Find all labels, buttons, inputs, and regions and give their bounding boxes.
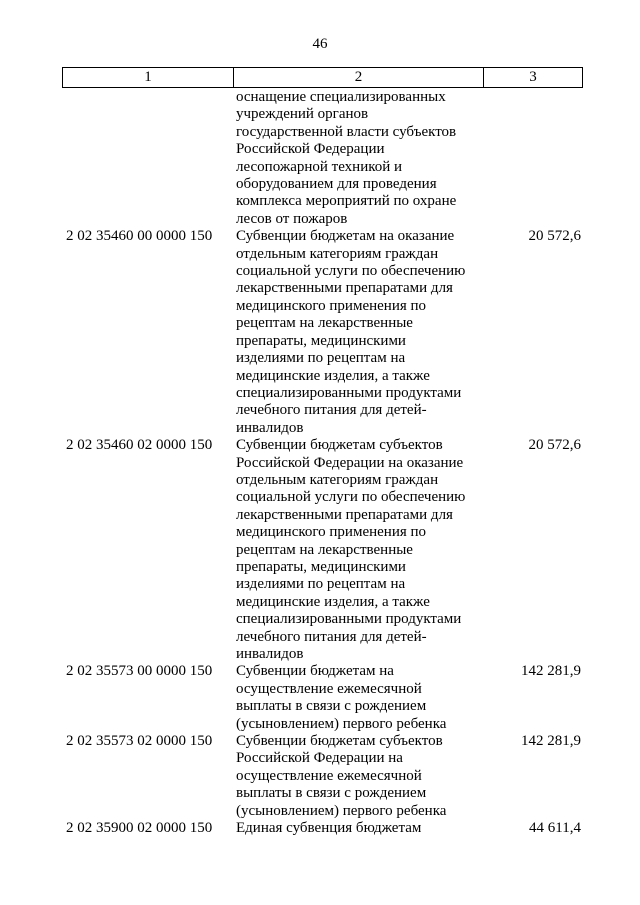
table-row <box>62 733 583 820</box>
page-number: 46 <box>312 36 328 52</box>
budget-code <box>62 89 232 228</box>
table-header <box>62 67 583 88</box>
table-row <box>62 437 583 663</box>
table-row <box>62 820 583 837</box>
table-body <box>62 89 583 837</box>
table-row <box>62 663 583 733</box>
column-header-code: 1 <box>144 69 152 85</box>
table-row <box>62 228 583 437</box>
budget-code: 2 02 35573 00 0000 150 <box>66 663 213 680</box>
row-description: Субвенции бюджетам субъектов Российской Федерации на осуществление ежемесячной выплаты в связи с рождением (усыновлением) первого ребенка <box>236 733 447 819</box>
row-description: Субвенции бюджетам субъектов Российской Федерации на оказание отдельным категориям граждан социальной услуги по обеспечению лекарственными препаратами для медицинского применения по рецептам на лекарственные препараты, медицинскими изделиями по рецептам на медицинские изделия, а также специализированными продуктами лечебного питания для детей- инвалидов <box>236 437 466 662</box>
row-amount: 142 281,9 <box>521 663 581 680</box>
budget-code: 2 02 35460 00 0000 150 <box>66 228 213 245</box>
column-header-amount: 3 <box>483 68 582 87</box>
row-amount: 20 572,6 <box>528 228 581 245</box>
row-description: Субвенции бюджетам на осуществление ежемесячной выплаты в связи с рождением (усыновлением) первого ребенка <box>236 663 447 732</box>
row-description: Субвенции бюджетам на оказание отдельным категориям граждан социальной услуги по обеспечению лекарственными препаратами для медицинского применения по рецептам на лекарственные препараты, медицинскими изделиями по рецептам на медицинские изделия, а также специализированными продуктами лечебного питания для детей- инвалидов <box>236 228 466 436</box>
row-amount: 44 611,4 <box>529 820 581 837</box>
table-row <box>62 89 583 228</box>
row-description: Единая субвенция бюджетам <box>236 820 422 837</box>
column-header-description: 2 <box>233 68 483 87</box>
budget-code: 2 02 35460 02 0000 150 <box>66 437 213 454</box>
budget-code: 2 02 35573 02 0000 150 <box>66 733 213 750</box>
budget-code: 2 02 35900 02 0000 150 <box>66 820 213 837</box>
row-amount: 20 572,6 <box>528 437 581 454</box>
row-amount <box>482 89 583 228</box>
row-description: оснащение специализированных учреждений органов государственной власти субъектов Российской Федерации лесопожарной техникой и оборудованием для проведения комплекса мероприятий по охране лесов от пожаров <box>236 89 457 227</box>
row-amount: 142 281,9 <box>521 733 581 750</box>
